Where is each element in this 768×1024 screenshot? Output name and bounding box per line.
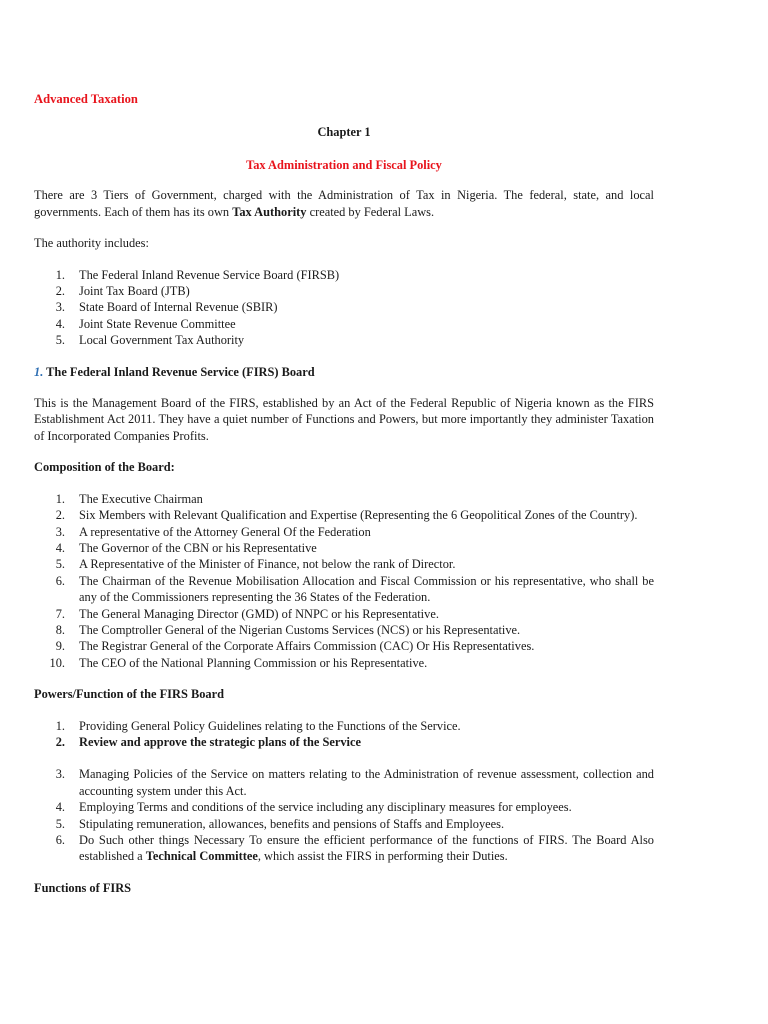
composition-list [34,491,654,671]
list-item: 5. Local Government Tax Authority [55,333,245,348]
list-item: 3. State Board of Internal Revenue (SBIR) [55,300,278,315]
list-item: 4. Employing Terms and conditions of the service including any disciplinary measures for employees. [55,800,572,815]
list-item: 2. Joint Tax Board (JTB) [55,284,190,299]
document-title: Advanced Taxation [34,92,138,106]
chapter-heading: Chapter 1 [317,125,371,139]
firs-board-paragraph: This is the Management Board of the FIRS, established by an Act of the Federal Republic of Nigeria known as the FIRS Establishment Act 2011. They have a quiet number of Functions and Powers, but more importantly they administer Taxation of Incorporated Companies Profits. [34,396,654,443]
powers-heading: Powers/Function of the FIRS Board [34,687,224,702]
section-heading-firs-board: 1. The Federal Inland Revenue Service (FIRS) Board [34,364,315,379]
composition-heading: Composition of the Board: [34,460,175,475]
list-item: 8. The Comptroller General of the Nigerian Customs Services (NCS) or his Representative. [55,622,521,637]
list-item: 9. The Registrar General of the Corporate Affairs Commission (CAC) Or His Representatives. [55,639,535,654]
list-item: 4. Joint State Revenue Committee [55,316,236,331]
tax-authority-term: Tax Authority [232,204,307,219]
list-item: 1. Providing General Policy Guidelines relating to the Functions of the Service. [55,718,461,733]
list-item: 10. The CEO of the National Planning Commission or his Representative. [49,655,428,670]
list-item-bold: 2. Review and approve the strategic plans of the Service [55,734,361,749]
authority-intro: The authority includes: [34,236,149,251]
list-item: 7. The General Managing Director (GMD) of NNPC or his Representative. [55,606,439,621]
list-item: 5. Stipulating remuneration, allowances, benefits and pensions of Staffs and Employees. [55,816,505,831]
technical-committee-term: Technical Committee [145,849,258,864]
list-item: 3. Managing Policies of the Service on matters relating to the Administration of revenue assessment, collection and accounting system under this Act. [55,767,654,798]
list-item: 6. Do Such other things Necessary To ensure the efficient performance of the functions of FIRS. The Board Also established a Technical Committee, which assist the FIRS in performing their Duties. [55,833,654,864]
list-item: 3. A representative of the Attorney General Of the Federation [55,524,371,539]
chapter-subtitle: Tax Administration and Fiscal Policy [246,158,442,172]
document-body [34,91,654,911]
authorities-list [34,267,654,349]
intro-paragraph: There are 3 Tiers of Government, charged with the Administration of Tax in Nigeria. The federal, state, and local governments. Each of them has its own Tax Authority created by Federal Laws. [34,188,654,219]
list-item: 6. The Chairman of the Revenue Mobilisation Allocation and Fiscal Commission or his representative, who shall be any of the Commissioners representing the 36 States of the Federation. [55,573,654,605]
list-item: 4. The Governor of the CBN or his Representative [55,540,317,555]
powers-list [34,718,654,865]
list-item: 1. The Executive Chairman [55,491,203,506]
list-item: 1. The Federal Inland Revenue Service Board (FIRSB) [55,267,340,282]
functions-heading: Functions of FIRS [34,880,132,895]
list-item: 5. A Representative of the Minister of Finance, not below the rank of Director. [55,557,456,572]
list-item: 2. Six Members with Relevant Qualification and Expertise (Representing the 6 Geopolitical Zones of the Country). [55,508,638,523]
